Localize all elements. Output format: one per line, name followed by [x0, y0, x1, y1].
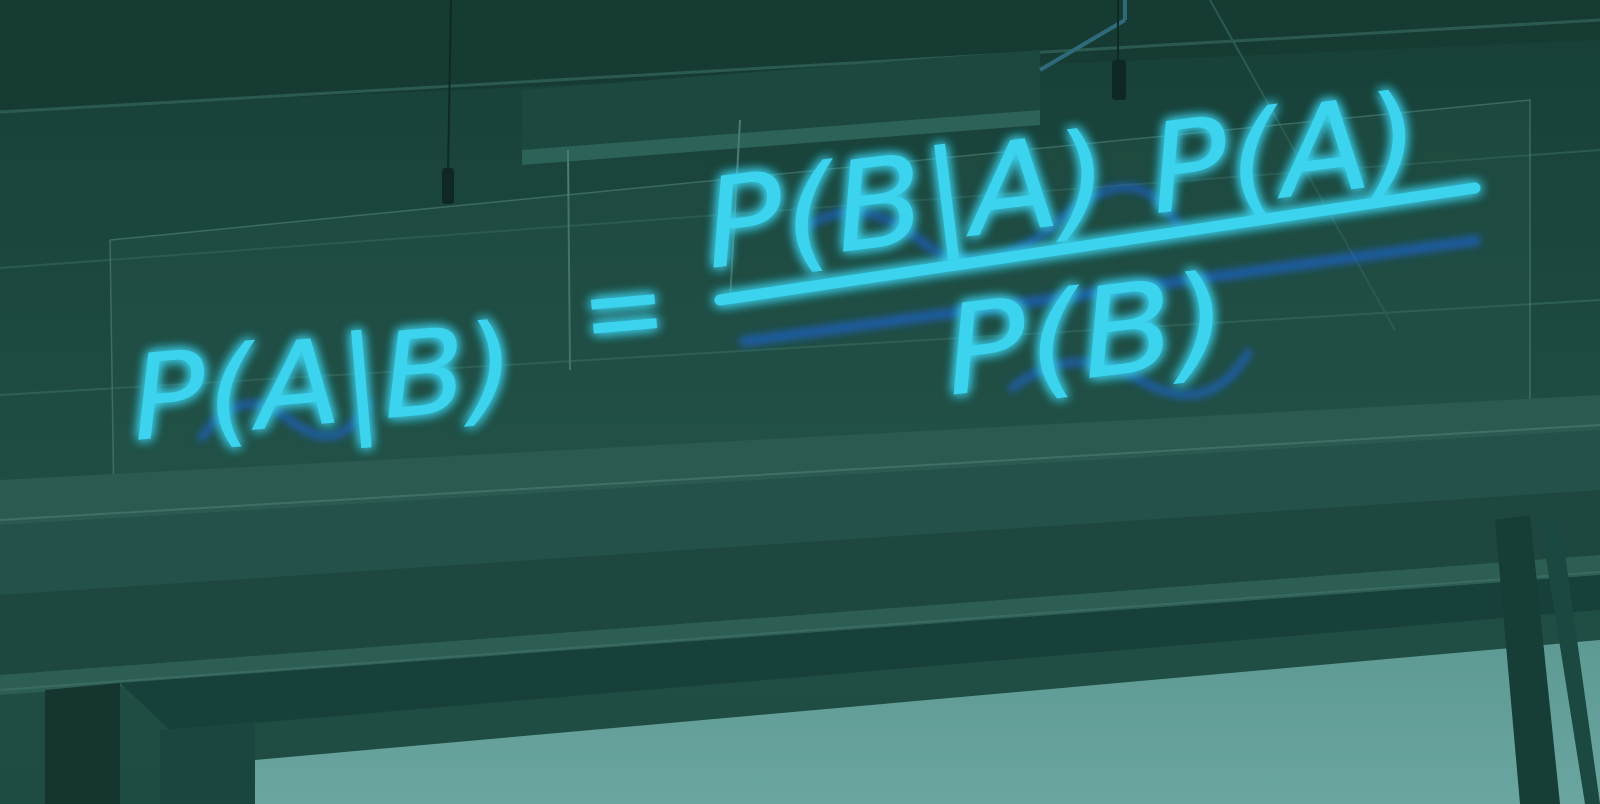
formula-equals: =	[575, 236, 688, 384]
formula-numerator: P(B|A) P(A)	[696, 72, 1388, 298]
formula-denominator: P(B)	[936, 250, 1209, 425]
formula-lhs: P(A|B)	[125, 298, 501, 468]
